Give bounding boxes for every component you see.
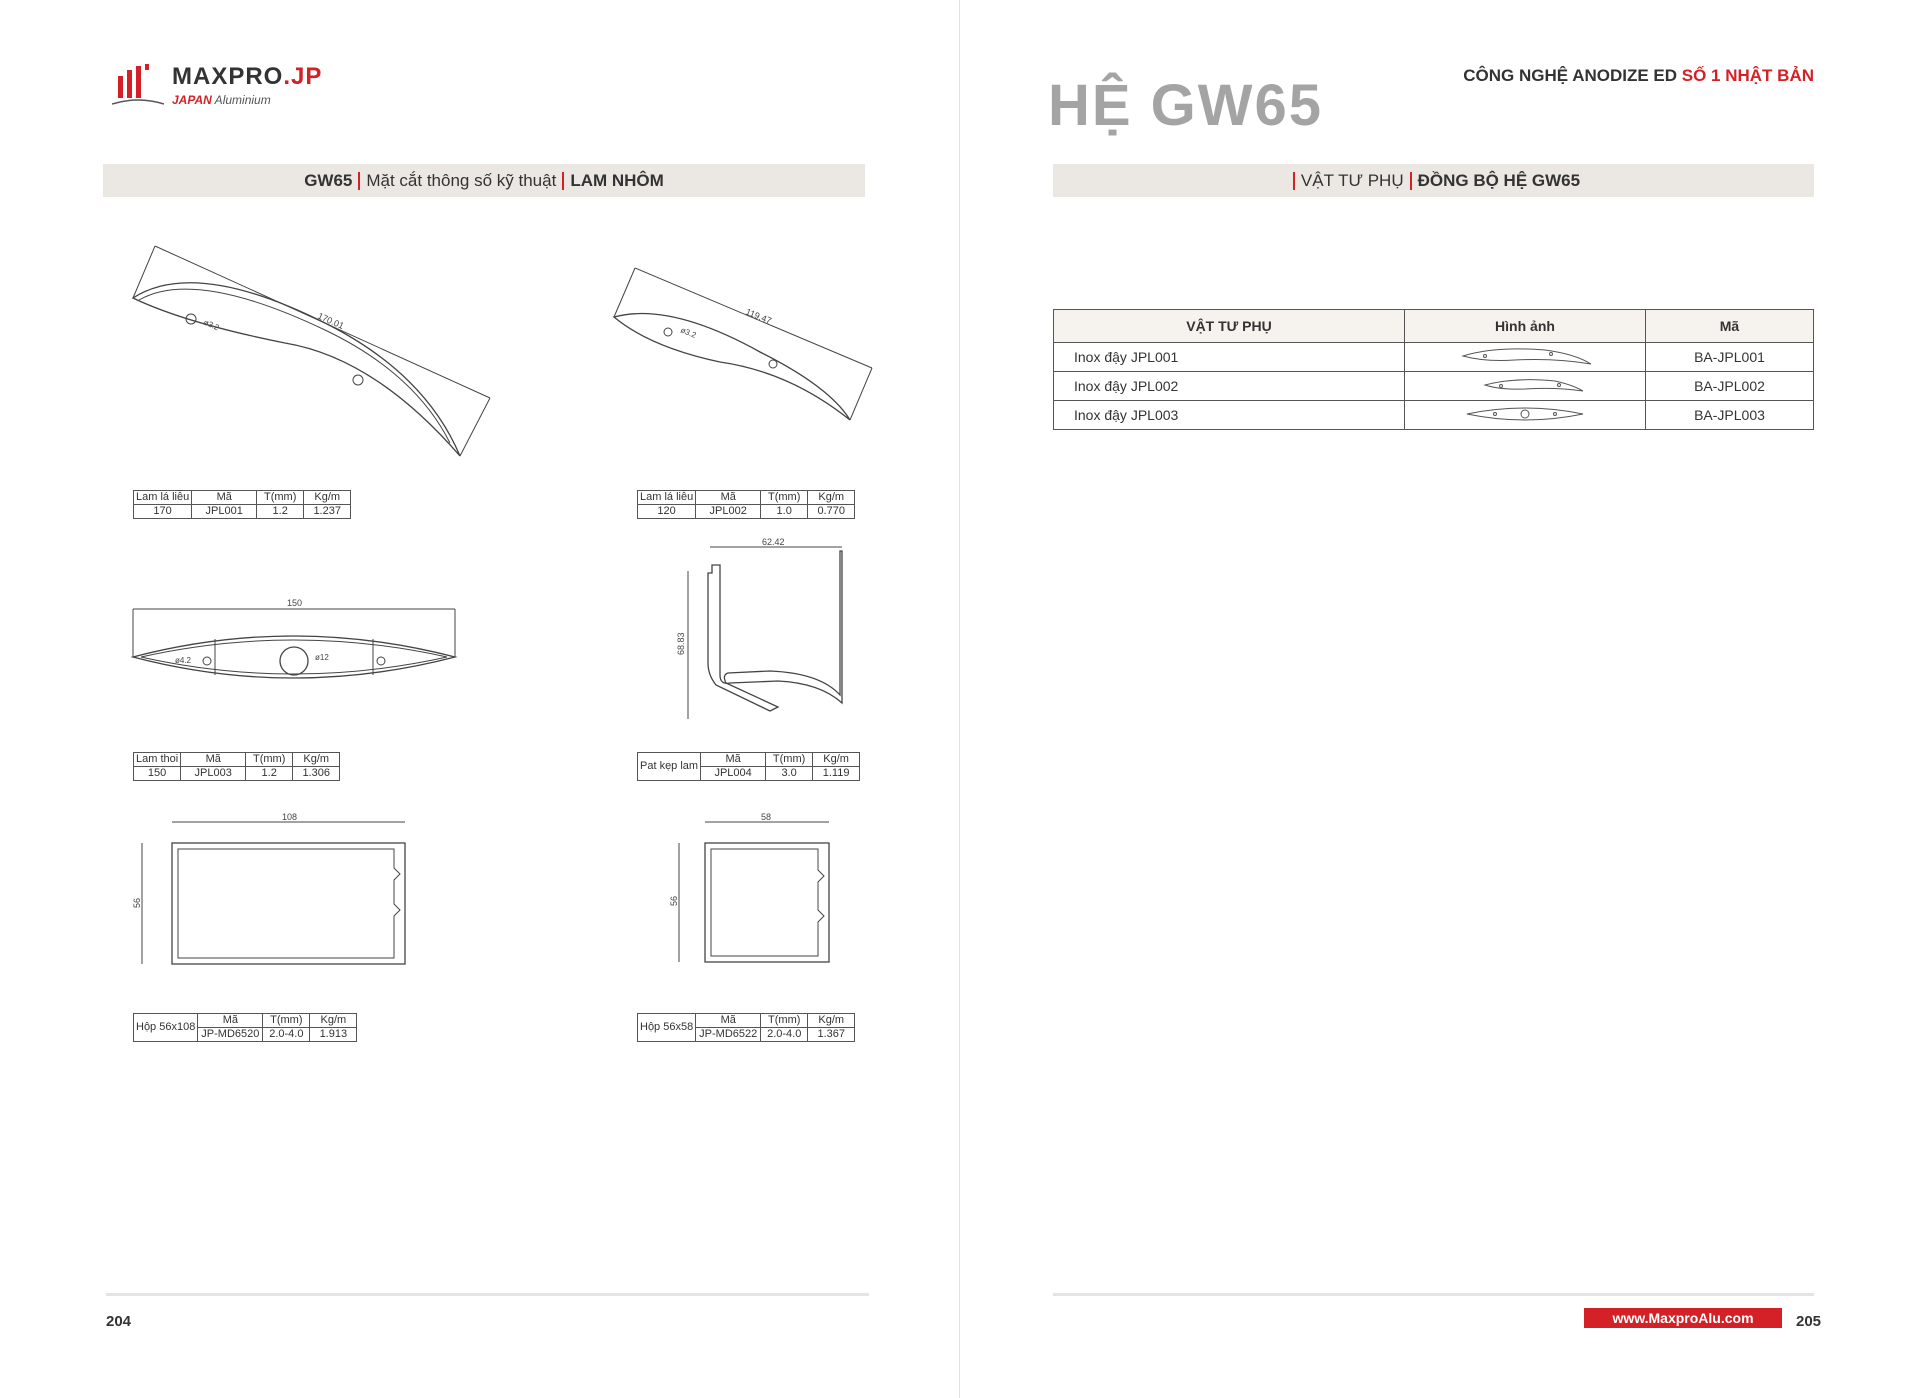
- column-header: Mã: [1646, 310, 1814, 343]
- page-number: 204: [106, 1313, 132, 1330]
- column-header: VẬT TƯ PHỤ: [1054, 310, 1405, 343]
- profile-md6520-drawing: [130, 810, 415, 970]
- brand-logo: [112, 62, 322, 108]
- dim-label: 58: [761, 812, 772, 822]
- footer-divider: [106, 1293, 869, 1296]
- tagline: CÔNG NGHỆ ANODIZE ED SỐ 1 NHẬT BẢN: [1463, 66, 1814, 85]
- table-row: [1054, 401, 1814, 430]
- page-number: 205: [1796, 1313, 1822, 1330]
- profile-jpl004-drawing: [670, 535, 850, 725]
- dim-label: 62.42: [762, 537, 785, 547]
- right-page: [960, 0, 1920, 1398]
- accessories-banner: VẬT TƯ PHỤ ĐỒNG BỘ HỆ GW65: [1053, 164, 1814, 197]
- item-code: BA-JPL001: [1646, 343, 1814, 372]
- item-image: [1405, 372, 1646, 401]
- hole-label: ø12: [315, 653, 329, 662]
- website-link[interactable]: www.MaxproAlu.com: [1584, 1308, 1782, 1328]
- profile-md6522-drawing: [665, 810, 840, 970]
- dim-label: 56: [132, 897, 142, 908]
- footer-divider: [1053, 1293, 1814, 1296]
- table-row: [1054, 343, 1814, 372]
- cover-jpl001-image: [1455, 344, 1595, 368]
- hole-label: ø3.2: [679, 325, 698, 340]
- spec-table-jpl001: Lam lá liễu Mã T(mm) Kg/m 170 JPL001 1.2 1.237: [133, 490, 351, 519]
- dim-label: 150: [287, 598, 303, 608]
- dim-label: 119.47: [744, 306, 773, 326]
- table-row: [1054, 372, 1814, 401]
- dim-label: 56: [669, 895, 679, 906]
- spec-table-md6522: Hộp 56x58 Mã T(mm) Kg/m JP-MD6522 2.0-4.0 1.367: [637, 1013, 855, 1042]
- item-code: BA-JPL002: [1646, 372, 1814, 401]
- hole-label: ø4.2: [175, 656, 192, 665]
- item-image: [1405, 401, 1646, 430]
- table-header-row: [1054, 310, 1814, 343]
- hole-label: ø3.2: [202, 317, 221, 333]
- item-image: [1405, 343, 1646, 372]
- accessories-table: [1053, 309, 1814, 430]
- spec-table-jpl003: Lam thoi Mã T(mm) Kg/m 150 JPL003 1.2 1.306: [133, 752, 340, 781]
- system-title: HỆ GW65: [1048, 73, 1324, 138]
- dim-label: 68.83: [676, 632, 686, 655]
- profile-jpl001-drawing: [125, 238, 505, 463]
- cover-jpl002-image: [1455, 373, 1595, 397]
- section-banner: GW65 Mặt cắt thông số kỹ thuật LAM NHÔM: [103, 164, 865, 197]
- dim-label: 108: [282, 812, 298, 822]
- profile-jpl003-drawing: [125, 595, 460, 685]
- spec-table-md6520: Hộp 56x108 Mã T(mm) Kg/m JP-MD6520 2.0-4.0 1.913: [133, 1013, 357, 1042]
- item-name: Inox đậy JPL003: [1054, 401, 1405, 430]
- dim-label: 170.01: [316, 310, 346, 332]
- item-code: BA-JPL003: [1646, 401, 1814, 430]
- cover-jpl003-image: [1455, 402, 1595, 426]
- spec-table-jpl002: Lam lá liễu Mã T(mm) Kg/m 120 JPL002 1.0 0.770: [637, 490, 855, 519]
- brand-name: MAXPRO.JP: [172, 63, 323, 90]
- maxpro-logo-icon: [112, 62, 164, 108]
- item-name: Inox đậy JPL001: [1054, 343, 1405, 372]
- profile-jpl002-drawing: [610, 262, 880, 427]
- column-header: Hình ảnh: [1405, 310, 1646, 343]
- item-name: Inox đậy JPL002: [1054, 372, 1405, 401]
- spec-table-jpl004: Pat kẹp lam Mã T(mm) Kg/m JPL004 3.0 1.119: [637, 752, 860, 781]
- brand-subtitle: JAPAN Aluminium: [172, 93, 271, 107]
